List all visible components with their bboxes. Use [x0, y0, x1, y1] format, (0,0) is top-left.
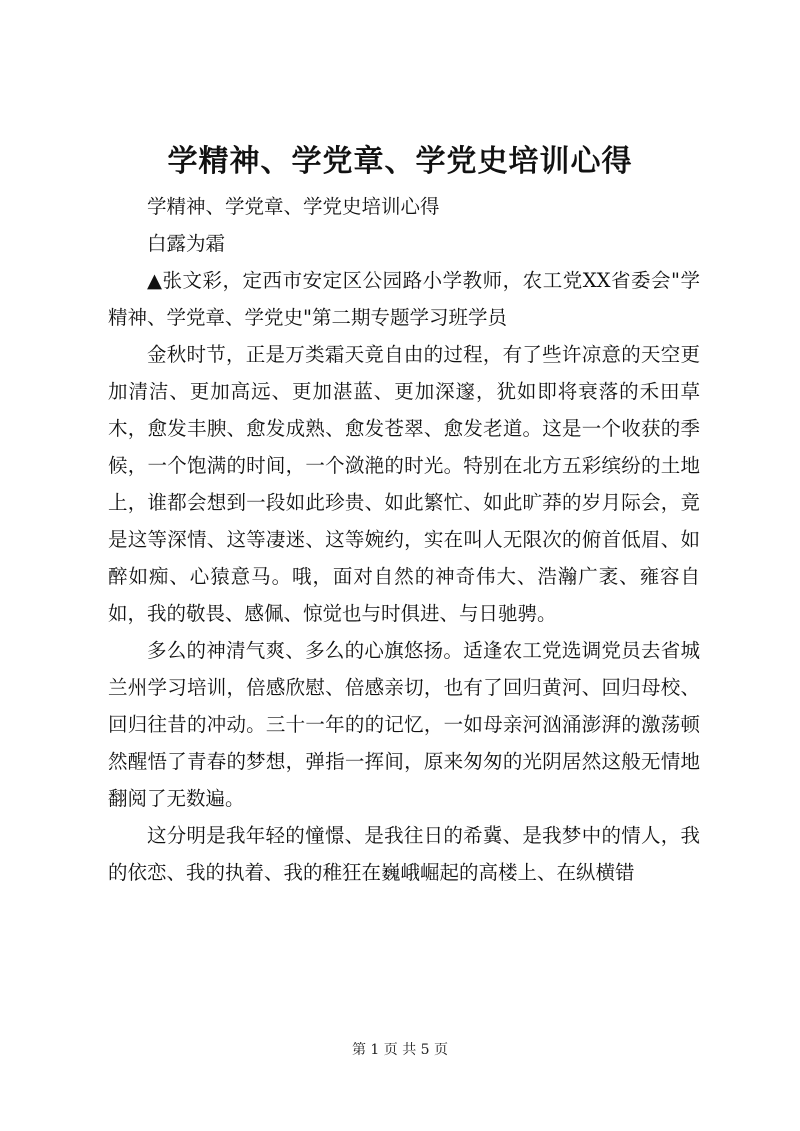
paragraph-subtitle: 学精神、学党章、学党史培训心得: [147, 195, 440, 218]
paragraph-body: 这分明是我年轻的憧憬、是我往日的希冀、是我梦中的情人，我的依恋、我的执着、我的稚狂在巍峨崛起的高楼上、在纵横错: [108, 824, 700, 884]
document-body: [108, 188, 700, 891]
paragraph-body: 金秋时节，正是万类霜天竟自由的过程，有了些许凉意的天空更加清洁、更加高远、更加湛蓝、更加深邃，犹如即将衰落的禾田草木，愈发丰腴、愈发成熟、愈发苍翠、愈发老道。这是一个收获的季候，一个饱满的时间，一个潋滟的时光。特别在北方五彩缤纷的土地上，谁都会想到一段如此珍贵、如此繁忙、如此旷莽的岁月际会，竟是这等深情、这等凄迷、这等婉约，实在叫人无限次的俯首低眉、如醉如痴、心猿意马。哦，面对自然的神奇伟大、浩瀚广袤、雍容自如，我的敬畏、感佩、惊觉也与时俱进、与日驰骋。: [108, 343, 700, 625]
paragraph-author-intro: ▲张文彩，定西市安定区公园路小学教师，农工党XX省委会"学精神、学党章、学党史"第二期专题学习班学员: [108, 269, 700, 329]
page-number-footer: 第 1 页 共 5 页: [351, 1042, 449, 1058]
paragraph-body: 多么的神清气爽、多么的心旗悠扬。适逢农工党选调党员去省城兰州学习培训，倍感欣慰、倍感亲切，也有了回归黄河、回归母校、回归往昔的冲动。三十一年的的记忆，一如母亲河汹涌澎湃的激荡顿然醒悟了青春的梦想，弹指一挥间，原来匆匆的光阴居然这般无情地翻阅了无数遍。: [108, 639, 700, 810]
document-title: 学精神、学党章、学党史培训心得: [167, 144, 633, 179]
paragraph-author: 白露为霜: [147, 232, 226, 255]
